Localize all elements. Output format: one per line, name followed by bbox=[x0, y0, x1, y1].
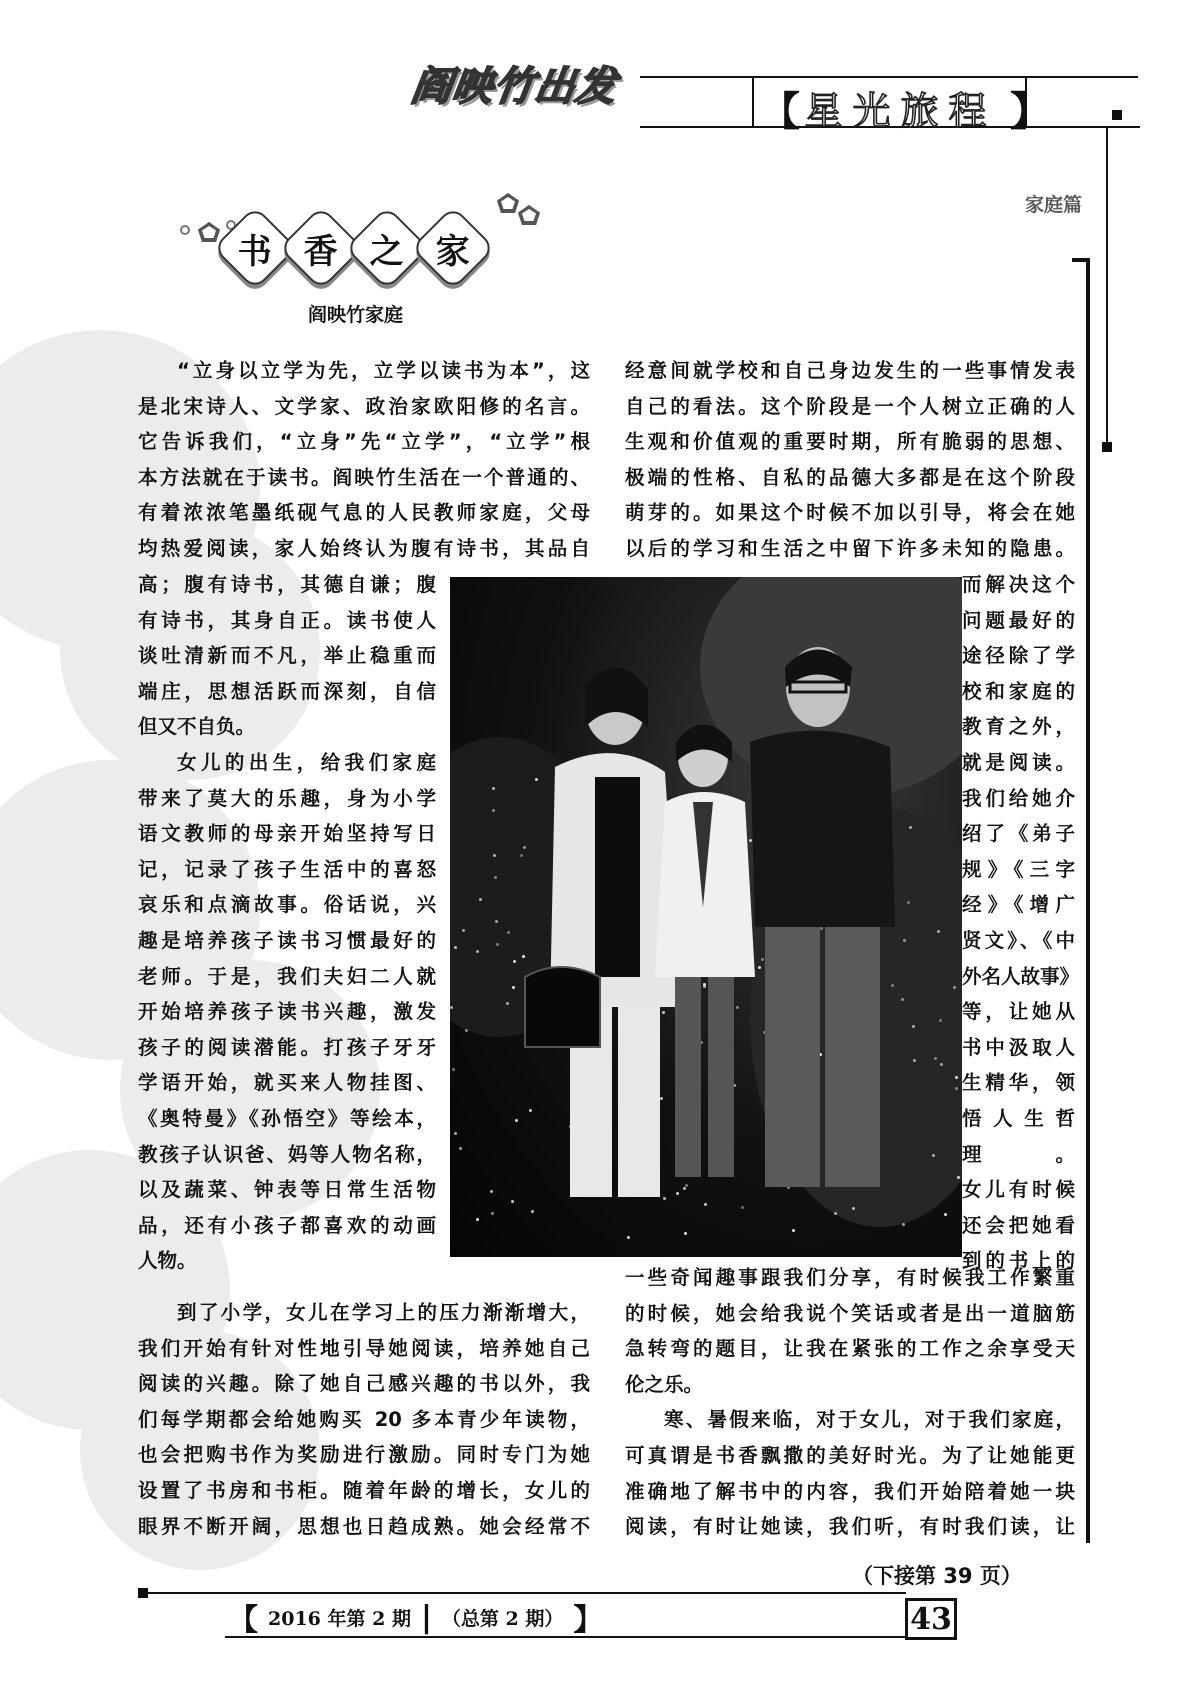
text-line: 老师。于是，我们夫妇二人就 bbox=[138, 964, 436, 988]
left-column-mid bbox=[138, 567, 436, 1279]
right-margin-rule bbox=[1106, 128, 1108, 446]
text-line: 问题最好的 bbox=[962, 608, 1075, 632]
circle-icon bbox=[180, 225, 190, 235]
issue-number: 2016 年第 2 期 bbox=[268, 1607, 411, 1630]
text-line: 到了小学，女儿在学习上的压力渐渐增大， bbox=[177, 1301, 590, 1324]
left-column-top bbox=[138, 353, 590, 567]
text-line: 是北宋诗人、文学家、政治家欧阳修的名言。 bbox=[138, 394, 590, 418]
text-line: 开始培养孩子读书兴趣，激发 bbox=[138, 1000, 436, 1024]
text-line: 一些奇闻趣事跟我们分享，有时候我工作繁重 bbox=[625, 1266, 1075, 1289]
text-line: 设置了书房和书柜。随着年龄的增长，女儿的 bbox=[138, 1478, 590, 1502]
text-line: “立身以立学为先，立学以读书为本”，这 bbox=[177, 359, 590, 382]
margin-square-icon bbox=[1102, 442, 1112, 452]
title-char: 书 bbox=[213, 206, 298, 291]
pentagon-icon bbox=[198, 222, 220, 242]
text-line: 们每学期都会给她购买 20 多本青少年读物， bbox=[138, 1407, 590, 1431]
text-line: 有着浓浓笔墨纸砚气息的人民教师家庭，父母 bbox=[138, 501, 590, 525]
text-line: 生观和价值观的重要时期，所有脆弱的思想、 bbox=[625, 430, 1075, 454]
footer-rule-bottom bbox=[225, 1636, 905, 1638]
continued-note: （下接第 39 页） bbox=[852, 1564, 1022, 1588]
text-line: 阅读，有时让她读，我们听，有时我们读，让 bbox=[625, 1515, 1075, 1539]
right-column-mid bbox=[962, 567, 1080, 1279]
text-line: 经意间就学校和自己身边发生的一些事情发表 bbox=[625, 359, 1075, 382]
text-line: 端庄，思想活跃而深刻，自信 bbox=[138, 679, 436, 703]
text-line: 有诗书，其身自正。读书使人 bbox=[138, 608, 436, 632]
text-line: 外名人故事》 bbox=[962, 964, 1080, 988]
text-line: 准确地了解书中的内容，我们开始陪着她一块 bbox=[625, 1479, 1075, 1503]
text-line: 人物。 bbox=[138, 1249, 197, 1273]
category-label: 家庭篇 bbox=[1025, 194, 1083, 216]
text-line: 我们给她介 bbox=[962, 786, 1075, 810]
title-char: 家 bbox=[411, 206, 496, 291]
text-line: 但又不自负。 bbox=[138, 715, 256, 739]
text-line: 书中汲取人 bbox=[962, 1035, 1075, 1059]
text-line: 带来了莫大的乐趣，身为小学 bbox=[138, 786, 436, 810]
text-line: 萌芽的。如果这个时候不加以引导，将会在她 bbox=[625, 501, 1075, 525]
left-column-bottom bbox=[138, 1295, 590, 1544]
bracket-left-icon: 【 bbox=[228, 1603, 258, 1638]
text-line: 均热爱阅读，家人始终认为腹有诗书，其品自 bbox=[138, 536, 590, 560]
text-line: 女儿的出生，给我们家庭 bbox=[177, 750, 436, 774]
text-line: 生精华，领 bbox=[962, 1071, 1075, 1095]
text-line: 语文教师的母亲开始坚持写日 bbox=[138, 822, 436, 846]
text-line: 以及蔬菜、钟表等日常生活物 bbox=[138, 1178, 436, 1202]
text-line: 经》《增广 bbox=[962, 893, 1075, 917]
corner-square-icon bbox=[1112, 110, 1122, 120]
text-line: 寒、暑假来临，对于女儿，对于我们家庭， bbox=[664, 1408, 1075, 1432]
issue-total: （总第 2 期） bbox=[441, 1607, 564, 1630]
text-line: 高；腹有诗书，其德自谦；腹 bbox=[138, 573, 436, 596]
text-line: 趣是培养孩子读书习惯最好的 bbox=[138, 928, 436, 952]
text-line: 也会把购书作为奖励进行激励。同时专门为她 bbox=[138, 1443, 590, 1467]
text-line: 到的书上的 bbox=[962, 1249, 1075, 1273]
text-line: 自己的看法。这个阶段是一个人树立正确的人 bbox=[625, 394, 1075, 418]
text-line: 教孩子认识爸、妈等人物名称， bbox=[138, 1142, 436, 1166]
text-line: 品，还有小孩子都喜欢的动画 bbox=[138, 1213, 436, 1237]
text-line: 女儿有时候 bbox=[962, 1178, 1075, 1202]
text-line: 教育之外， bbox=[962, 715, 1075, 739]
text-line: 急转弯的题目，让我在紧张的工作之余享受天 bbox=[625, 1337, 1075, 1361]
title-char: 之 bbox=[345, 206, 430, 291]
text-line: 的时候，她会给我说个笑话或者是出一道脑筋 bbox=[625, 1301, 1075, 1325]
text-line: 以后的学习和生活之中留下许多未知的隐患。 bbox=[625, 536, 1075, 560]
text-line: 悟人生哲理。 bbox=[962, 1106, 1075, 1166]
pentagon-icon bbox=[497, 193, 519, 213]
issue-info bbox=[228, 1599, 604, 1638]
text-line: 本方法就在于读书。阎映竹生活在一个普通的、 bbox=[138, 465, 590, 489]
text-line: 记，记录了孩子生活中的喜怒 bbox=[138, 857, 436, 881]
pentagon-icon bbox=[518, 205, 540, 225]
text-line: 途径除了学 bbox=[962, 644, 1075, 668]
text-line: 校和家庭的 bbox=[962, 679, 1075, 703]
title-char: 香 bbox=[279, 206, 364, 291]
text-frame-right bbox=[1086, 258, 1090, 1543]
right-column-top bbox=[625, 353, 1075, 567]
text-line: 哀乐和点滴故事。俗话说，兴 bbox=[138, 893, 436, 917]
text-line: 还会把她看 bbox=[962, 1213, 1075, 1237]
bracket-right-icon: 】 bbox=[573, 1603, 604, 1638]
text-line: 我们开始有针对性地引导她阅读，培养她自己 bbox=[138, 1336, 590, 1360]
text-line: 伦之乐。 bbox=[625, 1372, 704, 1396]
magazine-logo: 阎映竹出发 bbox=[408, 64, 620, 110]
text-line: 它告诉我们，“立身”先“立学”，“立学”根 bbox=[138, 430, 590, 454]
text-line: 极端的性格、自私的品德大多都是在这个阶段 bbox=[625, 465, 1075, 489]
text-line: 可真谓是书香飘撒的美好时光。为了让她能更 bbox=[625, 1443, 1075, 1467]
bracket-right-icon: 】 bbox=[1010, 89, 1050, 135]
family-photo bbox=[450, 577, 962, 1257]
header-divider bbox=[752, 78, 754, 126]
text-line: 规》《三字 bbox=[962, 857, 1075, 881]
article-title bbox=[225, 218, 483, 278]
text-line: 贤文》、《中 bbox=[962, 928, 1075, 952]
text-line: 谈吐清新而不凡，举止稳重而 bbox=[138, 644, 436, 668]
right-column-bottom bbox=[625, 1260, 1075, 1545]
text-line: 孩子的阅读潜能。打孩子牙牙 bbox=[138, 1035, 436, 1059]
text-line: 《奥特曼》《孙悟空》等绘本， bbox=[138, 1106, 436, 1130]
footer-rule-top bbox=[146, 1592, 906, 1594]
text-line: 阅读的兴趣。除了她自己感兴趣的书以外，我 bbox=[138, 1372, 590, 1396]
page-number: 43 bbox=[905, 1598, 957, 1640]
text-line: 绍了《弟子 bbox=[962, 822, 1075, 846]
text-line: 而解决这个 bbox=[962, 573, 1075, 596]
text-line: 等，让她从 bbox=[962, 1000, 1075, 1024]
text-line: 学语开始，就买来人物挂图、 bbox=[138, 1071, 436, 1095]
divider-icon: | bbox=[420, 1599, 432, 1635]
section-title: 星光旅程 bbox=[804, 88, 997, 133]
bracket-left-icon: 【 bbox=[760, 89, 800, 135]
text-line: 眼界不断开阔，思想也日趋成熟。她会经常不 bbox=[138, 1514, 590, 1538]
author-line: 阎映竹家庭 bbox=[308, 304, 404, 326]
text-line: 就是阅读。 bbox=[962, 750, 1075, 774]
text-frame-top-tick bbox=[1072, 258, 1088, 262]
photo-people bbox=[450, 577, 962, 1257]
